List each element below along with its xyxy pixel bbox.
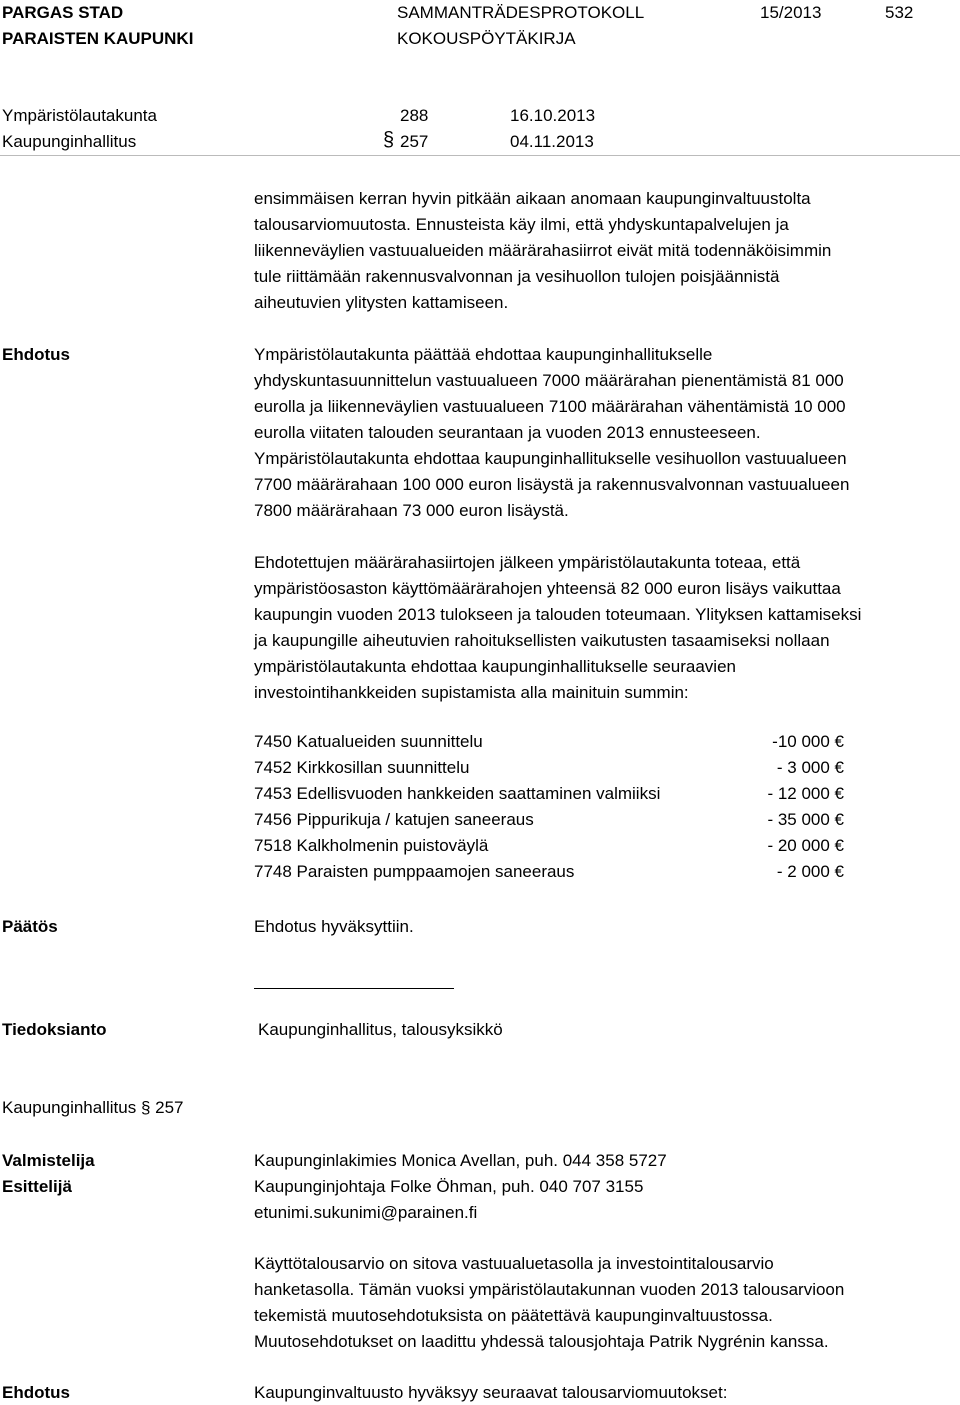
investment-name: 7748 Paraisten pumppaamojen saneeraus — [254, 862, 575, 881]
notice-text: Kaupunginhallitus, talousyksikkö — [258, 1020, 503, 1039]
text-line: hanketasolla. Tämän vuoksi ympäristölautakunnan vuoden 2013 talousarvioon — [254, 1280, 845, 1299]
text-line: yhdyskuntasuunnittelun vastuualueen 7000 määrärahan pienentämistä 81 000 — [254, 371, 844, 390]
issue-number: 15/2013 — [760, 3, 822, 22]
email-address: etunimi.sukunimi@parainen.fi — [254, 1203, 478, 1222]
investment-amount: - 12 000 € — [767, 784, 844, 803]
section2-paragraph — [254, 1251, 844, 1355]
investment-row — [254, 810, 844, 836]
investment-name: 7452 Kirkkosillan suunnittelu — [254, 758, 470, 777]
text-line: ja kaupungille aiheutuvien rahoituksellisten vaikutusten tasaamiseksi nollaan — [254, 631, 830, 650]
text-line: 7700 määrärahaan 100 000 euron lisäystä ja rakennusvalvonnan vastuualueen — [254, 475, 850, 494]
text-line: ympäristöosaston käyttömäärärahojen yhteensä 82 000 euron lisäys vaikuttaa — [254, 579, 841, 598]
reference-date: 04.11.2013 — [510, 132, 594, 151]
investment-amount: -10 000 € — [772, 732, 844, 751]
investment-row — [254, 758, 844, 784]
investment-name: 7453 Edellisvuoden hankkeiden saattaminen valmiiksi — [254, 784, 661, 803]
proposal-label: Ehdotus — [2, 345, 70, 364]
presenter-label: Esittelijä — [2, 1177, 72, 1196]
page-number: 532 — [885, 3, 914, 22]
notice-label: Tiedoksianto — [2, 1020, 107, 1039]
text-line: aiheutuvien ylitysten kattamiseen. — [254, 293, 509, 312]
text-line: talousarviomuutosta. Ennusteista käy ilmi, että yhdyskuntapalvelujen ja — [254, 215, 789, 234]
investment-amount: - 20 000 € — [767, 836, 844, 855]
reference-date: 16.10.2013 — [510, 106, 596, 125]
preparer-text: Kaupunginlakimies Monica Avellan, puh. 044 358 5727 — [254, 1151, 667, 1170]
investment-row — [254, 784, 844, 810]
investment-name: 7450 Katualueiden suunnittelu — [254, 732, 483, 751]
text-line: eurolla ja liikenneväylien vastuualueen 7100 määrärahan vähentämistä 10 000 — [254, 397, 846, 416]
proposal-label: Ehdotus — [2, 1383, 70, 1402]
proposal-paragraph-2 — [254, 550, 861, 706]
signature-line — [254, 988, 454, 989]
text-line: Ympäristölautakunta ehdottaa kaupunginhallitukselle vesihuollon vastuualueen — [254, 449, 847, 468]
section-title: Kaupunginhallitus § 257 — [2, 1098, 184, 1117]
text-line: tule riittämään rakennusvalvonnan ja vesihuollon tulojen poisjäännistä — [254, 267, 780, 286]
text-line: liikenneväylien vastuualueiden määrärahasiirrot eivät mitä todennäköisimmin — [254, 241, 832, 260]
text-line: 7800 määrärahaan 73 000 euron lisäystä. — [254, 501, 569, 520]
org-name-sv: PARGAS STAD — [2, 3, 124, 22]
header-divider — [0, 155, 960, 156]
text-line: Käyttötalousarvio on sitova vastuualuetasolla ja investointitalousarvio — [254, 1254, 774, 1273]
preparer-label: Valmistelija — [2, 1151, 95, 1170]
presenter-text: Kaupunginjohtaja Folke Öhman, puh. 040 707 3155 — [254, 1177, 644, 1196]
investment-row — [254, 836, 844, 862]
investment-row — [254, 862, 844, 888]
text-line: ympäristölautakunta ehdottaa kaupunginhallitukselle seuraavien — [254, 657, 736, 676]
text-line: tekemistä muutosehdotuksista on päätettävä kaupunginvaltuustossa. — [254, 1306, 773, 1325]
proposal-paragraph-1 — [254, 342, 849, 524]
text-line: eurolla viitaten talouden seurantaan ja vuoden 2013 ennusteeseen. — [254, 423, 761, 442]
reference-section: 288 — [400, 106, 429, 125]
doc-type-fi: KOKOUSPÖYTÄKIRJA — [397, 29, 576, 48]
section-sign: § — [383, 129, 395, 151]
decision-text: Ehdotus hyväksyttiin. — [254, 917, 414, 936]
proposal-text: Kaupunginvaltuusto hyväksyy seuraavat talousarviomuutokset: — [254, 1383, 728, 1402]
decision-label: Päätös — [2, 917, 58, 936]
reference-body: Ympäristölautakunta — [2, 106, 157, 125]
reference-section: 257 — [400, 132, 429, 151]
investment-name: 7456 Pippurikuja / katujen saneeraus — [254, 810, 534, 829]
org-name-fi: PARAISTEN KAUPUNKI — [2, 29, 194, 48]
investment-amount: - 2 000 € — [776, 862, 844, 881]
investment-amount: - 35 000 € — [767, 810, 844, 829]
reference-body: Kaupunginhallitus — [2, 132, 137, 151]
text-line: Ehdotettujen määrärahasiirtojen jälkeen ympäristölautakunta toteaa, että — [254, 553, 801, 572]
text-line: Muutosehdotukset on laadittu yhdessä talousjohtaja Patrik Nygrénin kanssa. — [254, 1332, 829, 1351]
text-line: ensimmäisen kerran hyvin pitkään aikaan anomaan kaupunginvaltuustolta — [254, 189, 811, 208]
doc-type-sv: SAMMANTRÄDESPROTOKOLL — [397, 3, 645, 22]
text-line: Ympäristölautakunta päättää ehdottaa kaupunginhallitukselle — [254, 345, 713, 364]
investment-name: 7518 Kalkholmenin puistoväylä — [254, 836, 489, 855]
investment-row — [254, 732, 844, 758]
intro-paragraph — [254, 186, 831, 316]
investment-amount: - 3 000 € — [776, 758, 844, 777]
text-line: kaupungin vuoden 2013 tulokseen ja talouden toteumaan. Ylityksen kattamiseksi — [254, 605, 862, 624]
text-line: investointihankkeiden supistamista alla mainituin summin: — [254, 683, 689, 702]
